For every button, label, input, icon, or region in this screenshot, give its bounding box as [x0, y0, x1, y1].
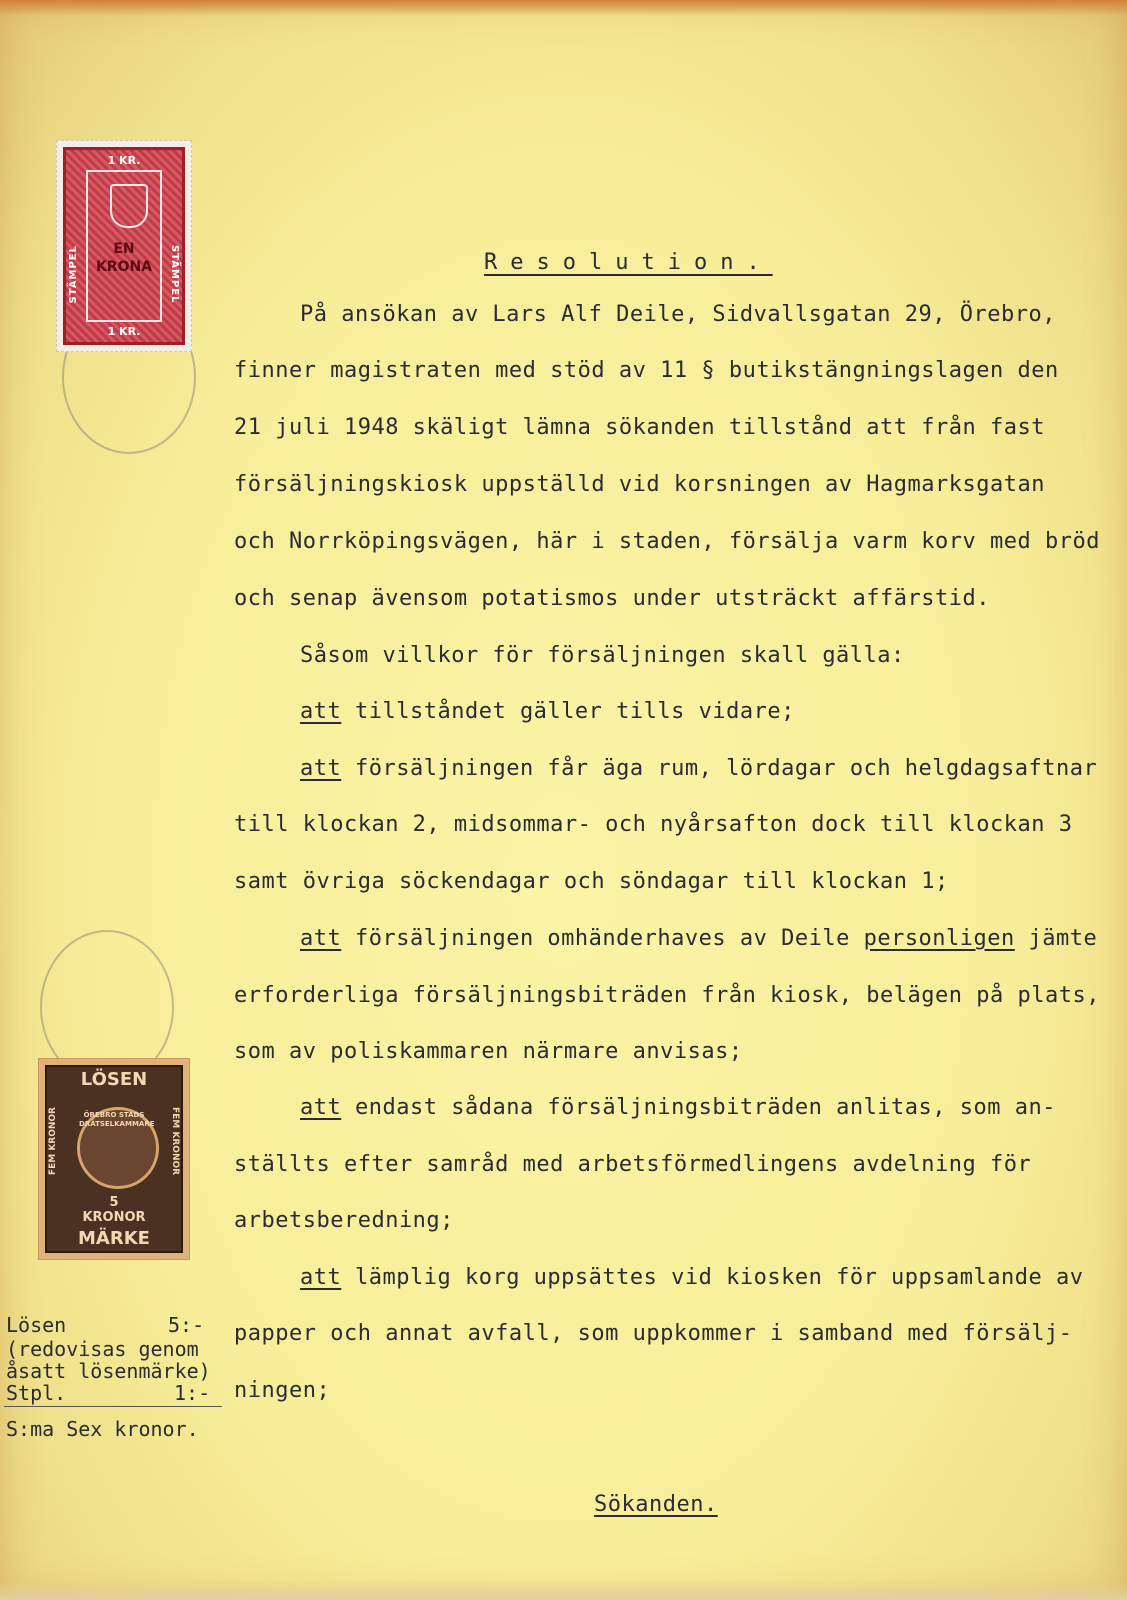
crest-icon: [110, 184, 148, 228]
body-line: arbetsberedning;: [234, 1208, 454, 1233]
document-title: Resolution.: [484, 250, 773, 275]
body-line: till klockan 2, midsommar- och nyårsafton dock till klockan 3: [234, 812, 1073, 837]
att-keyword: att: [300, 926, 342, 951]
stamp-value: EN KRONA: [95, 241, 153, 275]
fee-divider: [4, 1406, 222, 1407]
body-line: ningen;: [234, 1378, 331, 1403]
stamp-losen-marke: [38, 1058, 190, 1260]
paper-edge-bottom: [0, 1580, 1127, 1600]
stamp-brown-side-left: FEM KRONOR: [48, 1107, 58, 1176]
fee-note-line-1: (redovisas genom: [6, 1337, 199, 1361]
condition-1: att tillståndet gäller tills vidare;: [300, 699, 795, 724]
stamp-side-left: STÄMPEL: [68, 245, 79, 304]
stamp-circle-text: ÖREBRO STADS DRÄTSELKAMMARE: [79, 1111, 155, 1128]
stamp-side-right: STÄMPEL: [169, 245, 180, 304]
paper-edge-top: [0, 0, 1127, 16]
fee-total: S:ma Sex kronor.: [6, 1417, 199, 1441]
condition-2: att försäljningen får äga rum, lördagar och helgdagsaftnar: [300, 756, 1098, 781]
body-line: som av poliskammaren närmare anvisas;: [234, 1039, 743, 1064]
body-line: ställts efter samråd med arbetsförmedlingens avdelning för: [234, 1152, 1032, 1177]
condition-3: att försäljningen omhänderhaves av Deile personligen jämte: [300, 926, 1098, 951]
att-keyword: att: [300, 699, 342, 724]
body-line: finner magistraten med stöd av 11 § butikstängningslagen den: [234, 358, 1059, 383]
signature-sokanden: Sökanden.: [594, 1492, 718, 1517]
body-line: samt övriga söckendagar och söndagar till klockan 1;: [234, 869, 949, 894]
att-keyword: att: [300, 756, 342, 781]
fee-stpl: Stpl. 1:-: [6, 1381, 211, 1405]
emphasis-personligen: personligen: [863, 926, 1015, 951]
conditions-intro: Såsom villkor för försäljningen skall gälla:: [300, 643, 905, 668]
body-line: papper och annat avfall, som uppkommer i samband med försälj-: [234, 1321, 1073, 1346]
condition-4: att endast sådana försäljningsbiträden anlitas, som an-: [300, 1095, 1057, 1120]
body-line: På ansökan av Lars Alf Deile, Sidvallsgatan 29, Örebro,: [300, 302, 1056, 327]
stamp-marke-bottom: MÄRKE: [78, 1228, 150, 1249]
fee-losen: Lösen 5:-: [6, 1313, 205, 1337]
body-line: erforderliga försäljningsbiträden från kiosk, belägen på plats,: [234, 983, 1100, 1008]
body-line: och senap ävensom potatismos under utsträckt affärstid.: [234, 586, 990, 611]
body-line: 21 juli 1948 skäligt lämna sökanden tillstånd att från fast: [234, 415, 1045, 440]
stamp-kr-bottom: 1 KR.: [107, 325, 141, 338]
att-keyword: att: [300, 1095, 342, 1120]
condition-5: att lämplig korg uppsättes vid kiosken för uppsamlande av: [300, 1265, 1084, 1290]
stamp-brown-value: 5 KRONOR: [82, 1195, 146, 1225]
fee-note-line-2: åsatt lösenmärke): [6, 1359, 211, 1383]
stamp-losen-top: LÖSEN: [80, 1069, 148, 1090]
body-line: och Norrköpingsvägen, här i staden, försälja varm korv med bröd: [234, 529, 1100, 554]
stamp-kr-top: 1 KR.: [107, 154, 141, 167]
stamp-brown-side-right: FEM KRONOR: [170, 1107, 180, 1176]
body-line: försäljningskiosk uppställd vid korsningen av Hagmarksgatan: [234, 472, 1045, 497]
stamp-en-krona: [56, 140, 192, 352]
att-keyword: att: [300, 1265, 342, 1290]
